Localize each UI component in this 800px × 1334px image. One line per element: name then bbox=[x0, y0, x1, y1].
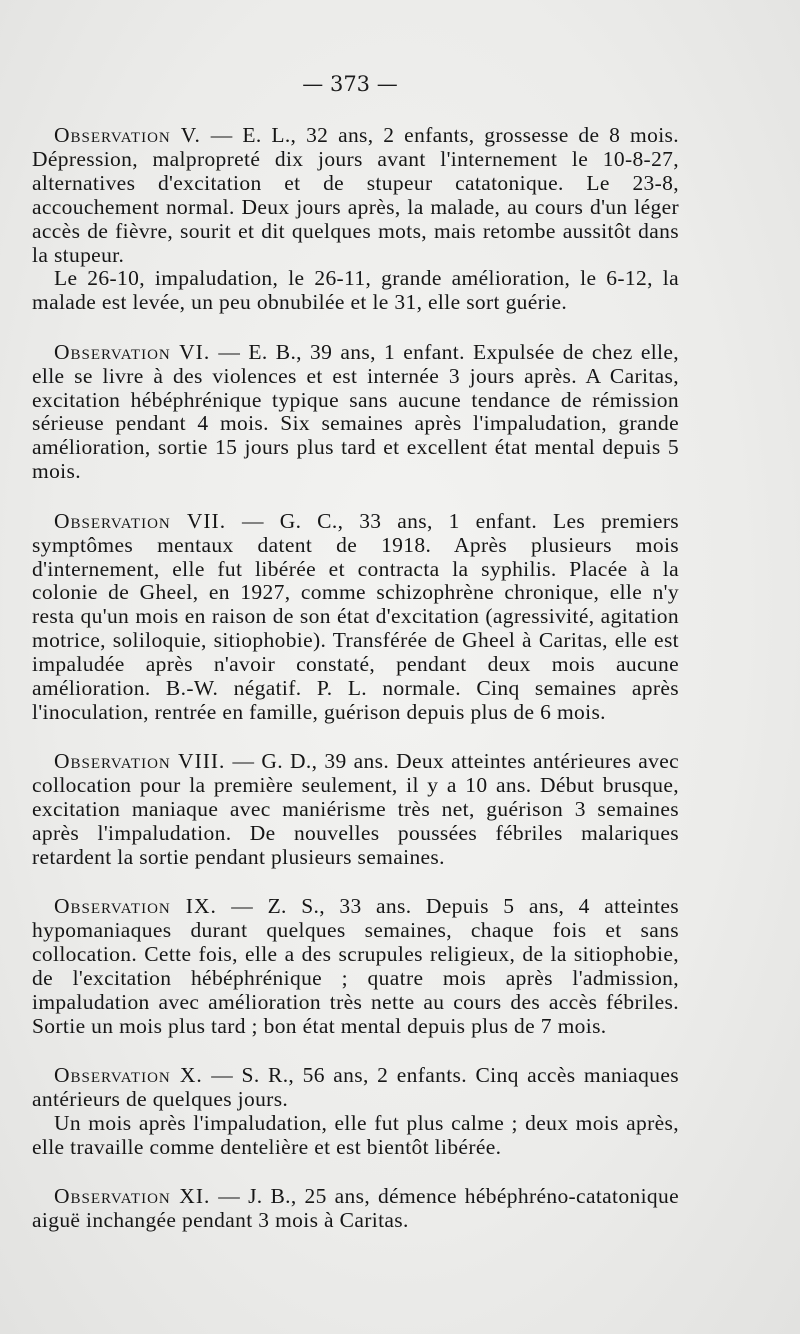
observation-ix-paragraph bbox=[32, 895, 679, 1038]
paragraph-text: — Z. S., 33 ans. Depuis 5 ans, 4 atteintes hypomaniaques durant quelques semaines, chaque fois et sans collocation. Cette fois, elle a des scrupules religieux, de la sitiophobie, de l'excitation hébéphrénique ; quatre mois après l'admission, impaludation avec amélioration très nette au cours des accès fébriles. Sortie un mois plus tard ; bon état mental depuis plus de 7 mois. bbox=[32, 894, 679, 1038]
observation-label: Observation V. bbox=[54, 123, 201, 147]
paragraph-text: — G. C., 33 ans, 1 enfant. Les premiers symptômes mentaux datent de 1918. Après plusieurs mois d'internement, elle fut libérée et contracta la syphilis. Placée à la colonie de Gheel, en 1927, comme schizophrène chronique, elle n'y resta qu'un mois en raison de son état d'excitation (agressivité, agitation motrice, soliloquie, sitiophobie). Transférée de Gheel à Caritas, elle est impaludée après n'avoir constaté, pendant deux mois aucune amélioration. B.-W. négatif. P. L. normale. Cinq semaines après l'inoculation, rentrée en famille, guérison depuis plus de 6 mois. bbox=[32, 508, 679, 724]
observation-x-paragraph bbox=[32, 1064, 679, 1112]
observation-label: Observation XI. bbox=[54, 1184, 211, 1209]
observation-v-paragraph bbox=[32, 124, 679, 267]
observation-label: Observation VII. bbox=[54, 508, 227, 533]
observation-x-continuation bbox=[32, 1112, 679, 1160]
paragraph-text: — S. R., 56 ans, 2 enfants. Cinq accès maniaques antérieurs de quelques jours. bbox=[32, 1063, 679, 1112]
paragraph-text: — E. L., 32 ans, 2 enfants, grossesse de 8 mois. Dépression, malpropreté dix jours avant l'internement le 10-8-27, alternatives d'excitation et de stupeur catatonique. Le 23-8, accouchement normal. Deux jours après, la malade, au cours d'un léger accès de fièvre, sourit et dit quelques mots, mais retombe aussitôt dans la stupeur. bbox=[32, 123, 679, 267]
observation-vii-paragraph bbox=[32, 510, 679, 725]
observation-label: Observation VIII. bbox=[54, 749, 226, 774]
paragraph-text: — J. B., 25 ans, démence hébéphréno-catatonique aiguë inchangée pendant 3 mois à Caritas. bbox=[32, 1184, 679, 1233]
observation-label: Observation IX. bbox=[54, 894, 217, 919]
observation-vi-paragraph bbox=[32, 341, 679, 484]
page-number: — 373 — bbox=[302, 72, 398, 96]
observation-label: Observation VI. bbox=[54, 339, 211, 364]
paragraph-text: Un mois après l'impaludation, elle fut plus calme ; deux mois après, elle travaille comme dentelière et est bientôt libérée. bbox=[32, 1111, 679, 1160]
paragraph-text: — G. D., 39 ans. Deux atteintes antérieures avec collocation pour la première seulement, il y a 10 ans. Début brusque, excitation maniaque avec maniérisme très net, guérison 3 semaines après l'impaludation. De nouvelles poussées fébriles malariques retardent la sortie pendant plusieurs semaines. bbox=[32, 749, 679, 869]
observation-viii-paragraph bbox=[32, 750, 679, 870]
observation-xi-paragraph bbox=[32, 1185, 679, 1233]
paragraph-text: Le 26-10, impaludation, le 26-11, grande amélioration, le 6-12, la malade est levée, un peu obnubilée et le 31, elle sort guérie. bbox=[32, 266, 679, 315]
observation-v-continuation bbox=[32, 267, 679, 315]
body-text bbox=[32, 124, 679, 1233]
observation-label: Observation X. bbox=[54, 1063, 203, 1088]
paragraph-text: — E. B., 39 ans, 1 enfant. Expulsée de chez elle, elle se livre à des violences et est internée 3 jours après. A Caritas, excitation hébéphrénique typique sans aucune tendance de rémission sérieuse pendant 4 mois. Six semaines après l'impaludation, grande amélioration, sortie 15 jours plus tard et excellent état mental depuis 5 mois. bbox=[32, 339, 679, 484]
